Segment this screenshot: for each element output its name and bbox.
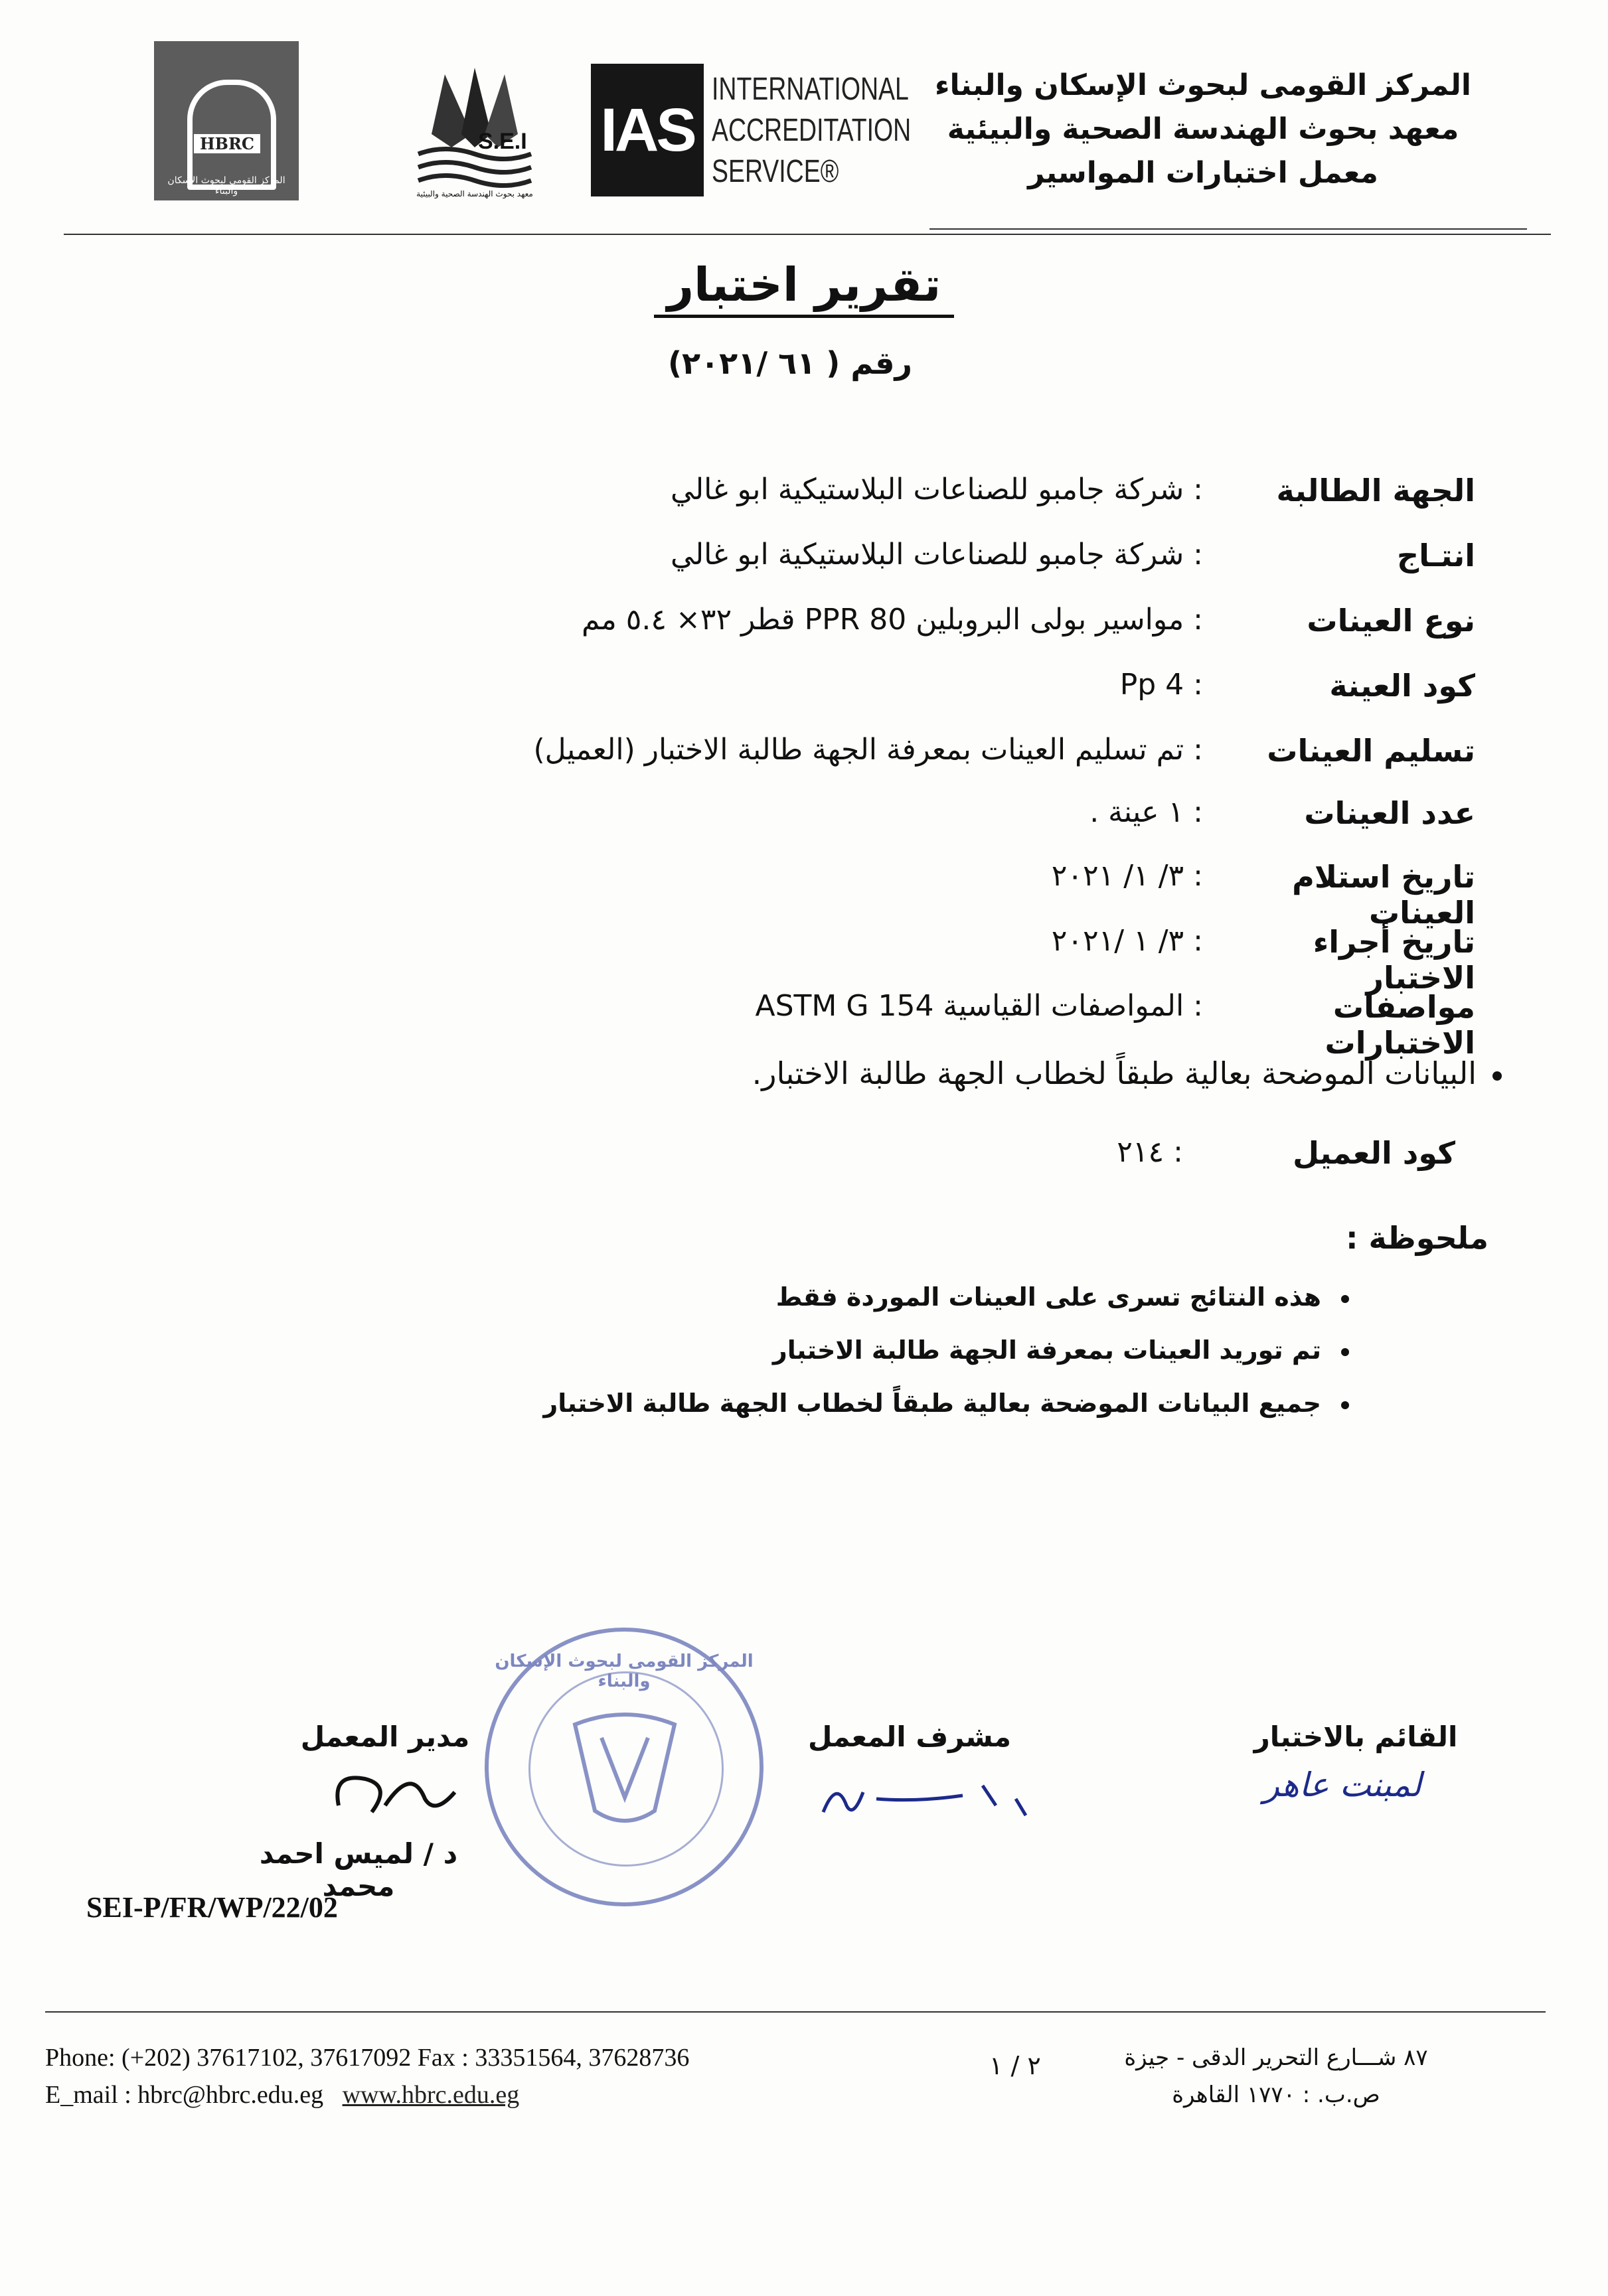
supervisor-signature xyxy=(817,1766,1042,1825)
report-title: تقرير اختبار xyxy=(654,258,955,318)
lab-name: معمل اختبارات المواسير xyxy=(1028,156,1378,190)
footer-email[interactable]: E_mail : hbrc@hbrc.edu.eg xyxy=(45,2081,324,2109)
footer-address-line2: ص.ب. : ١٧٧٠ القاهرة xyxy=(1172,2082,1380,2108)
footer-contact xyxy=(45,2039,689,2113)
notes-title: ملحوظة : xyxy=(1346,1220,1488,1256)
ias-line-1: INTERNATIONAL xyxy=(712,72,909,107)
field-row xyxy=(147,473,1475,519)
field-value-receive-date: : ٣/ ١/ ٢٠٢١ xyxy=(1051,859,1203,893)
field-label-delivery: تسليم العينات xyxy=(1267,733,1475,769)
header-org-block xyxy=(904,64,1502,195)
field-row xyxy=(147,538,1475,584)
hbrc-logo xyxy=(154,41,299,200)
form-code: SEI-P/FR/WP/22/02 xyxy=(86,1891,338,1924)
note-text: هذه النتائج تسرى على العينات الموردة فقط xyxy=(775,1282,1321,1312)
hbrc-logo-text: HBRC xyxy=(194,134,260,153)
header-divider-accent xyxy=(929,228,1527,230)
footer-website-link[interactable]: www.hbrc.edu.eg xyxy=(342,2081,520,2109)
field-label-receive-date: تاريخ استلام العينات xyxy=(1292,859,1475,931)
note-item xyxy=(287,1389,1349,1418)
sei-logo-text: S.E.I xyxy=(478,129,527,154)
field-label-sample-code: كود العينة xyxy=(1329,668,1475,704)
ias-line-2: ACCREDITATION xyxy=(712,113,912,148)
sei-logo-subtitle: معهد بحوث الهندسة الصحية والبيئية xyxy=(416,189,533,198)
field-label-test-spec: مواصفات الاختبارات xyxy=(1325,989,1475,1061)
official-stamp xyxy=(485,1628,764,1906)
manager-name: د / لميس احمد محمد xyxy=(259,1837,458,1902)
data-source-bullet xyxy=(240,1055,1502,1091)
ias-line-3: SERVICE® xyxy=(712,154,839,189)
ias-logo-text xyxy=(712,69,911,192)
field-value-delivery: : تم تسليم العينات بمعرفة الجهة طالبة الاختبار (العميل) xyxy=(533,733,1203,767)
stamp-emblem-icon xyxy=(555,1698,694,1837)
field-label-requester: الجهة الطالبة xyxy=(1276,473,1475,508)
manager-title: مدير المعمل xyxy=(300,1721,470,1753)
org-name: المركز القومى لبحوث الإسكان والبناء xyxy=(935,68,1471,102)
field-label-sample-count: عدد العينات xyxy=(1304,795,1475,831)
field-label-test-date: تاريخ أجراء الاختبار xyxy=(1313,924,1475,996)
institute-name: معهد بحوث الهندسة الصحية والبيئية xyxy=(947,112,1459,146)
field-label-producer: انتـاج xyxy=(1397,538,1475,574)
page-number: ٢ / ١ xyxy=(989,2051,1041,2080)
stamp-text: المركز القومى لبحوث الإسكان والبناء xyxy=(495,1651,754,1691)
bullet-icon xyxy=(1492,1071,1502,1081)
note-item xyxy=(287,1336,1349,1365)
field-value-sample-type: : مواسير بولى البروبلين PPR 80 قطر ٣٢× ٥.٤ مم xyxy=(581,603,1203,637)
footer-divider xyxy=(45,2011,1546,2013)
ias-logo-mark: IAS xyxy=(591,64,704,196)
note-text: تم توريد العينات بمعرفة الجهة طالبة الاختبار xyxy=(772,1336,1321,1365)
ias-logo xyxy=(591,64,912,196)
page-title xyxy=(0,258,1608,312)
client-code-label: كود العميل xyxy=(1293,1135,1455,1171)
field-row xyxy=(147,989,1475,1061)
client-code-value: : ٢١٤ xyxy=(1117,1135,1183,1169)
hbrc-logo-subtitle: المركز القومي لبحوث الإسكان والبناء xyxy=(167,175,285,196)
field-row xyxy=(147,733,1475,779)
report-number: رقم ( ٦١ /٢٠٢١) xyxy=(667,345,913,381)
field-value-requester: : شركة جامبو للصناعات البلاستيكية ابو غالي xyxy=(671,473,1203,506)
field-row xyxy=(147,795,1475,842)
tester-signature: لمبنت عاهر xyxy=(1263,1766,1422,1804)
field-row xyxy=(147,603,1475,649)
field-label-sample-type: نوع العينات xyxy=(1307,603,1475,639)
footer-phone: Phone: (+202) 37617102, 37617092 Fax : 33351564, 37628736 xyxy=(45,2044,690,2072)
field-row xyxy=(147,924,1475,996)
bullet-icon xyxy=(1341,1401,1349,1409)
field-value-sample-code: : Pp 4 xyxy=(1119,668,1203,702)
bullet-icon xyxy=(1341,1295,1349,1303)
note-item xyxy=(287,1282,1349,1312)
field-row xyxy=(147,668,1475,714)
sei-emblem-icon xyxy=(412,61,538,200)
header-divider xyxy=(64,234,1551,235)
sei-logo xyxy=(412,61,538,200)
field-row xyxy=(147,859,1475,931)
supervisor-title: مشرف المعمل xyxy=(808,1721,1011,1753)
footer-address-line1: ٨٧ شـــارع التحرير الدقى - جيزة xyxy=(1124,2044,1428,2071)
data-source-text: البيانات الموضحة بعالية طبقاً لخطاب الجهة طالبة الاختبار. xyxy=(752,1055,1477,1091)
field-value-producer: : شركة جامبو للصناعات البلاستيكية ابو غالي xyxy=(671,538,1203,572)
field-value-test-spec: : المواصفات القياسية ASTM G 154 xyxy=(755,989,1203,1023)
footer-address xyxy=(1044,2039,1508,2113)
tester-title: القائم بالاختبار xyxy=(1253,1721,1458,1753)
field-value-sample-count: : ١ عينة . xyxy=(1089,795,1203,829)
field-value-test-date: : ٣/ ١ /٢٠٢١ xyxy=(1051,924,1203,958)
note-text: جميع البيانات الموضحة بعالية طبقاً لخطاب الجهة طالبة الاختبار xyxy=(543,1389,1321,1418)
bullet-icon xyxy=(1341,1348,1349,1356)
manager-signature xyxy=(319,1752,465,1825)
client-code-row xyxy=(127,1135,1455,1182)
